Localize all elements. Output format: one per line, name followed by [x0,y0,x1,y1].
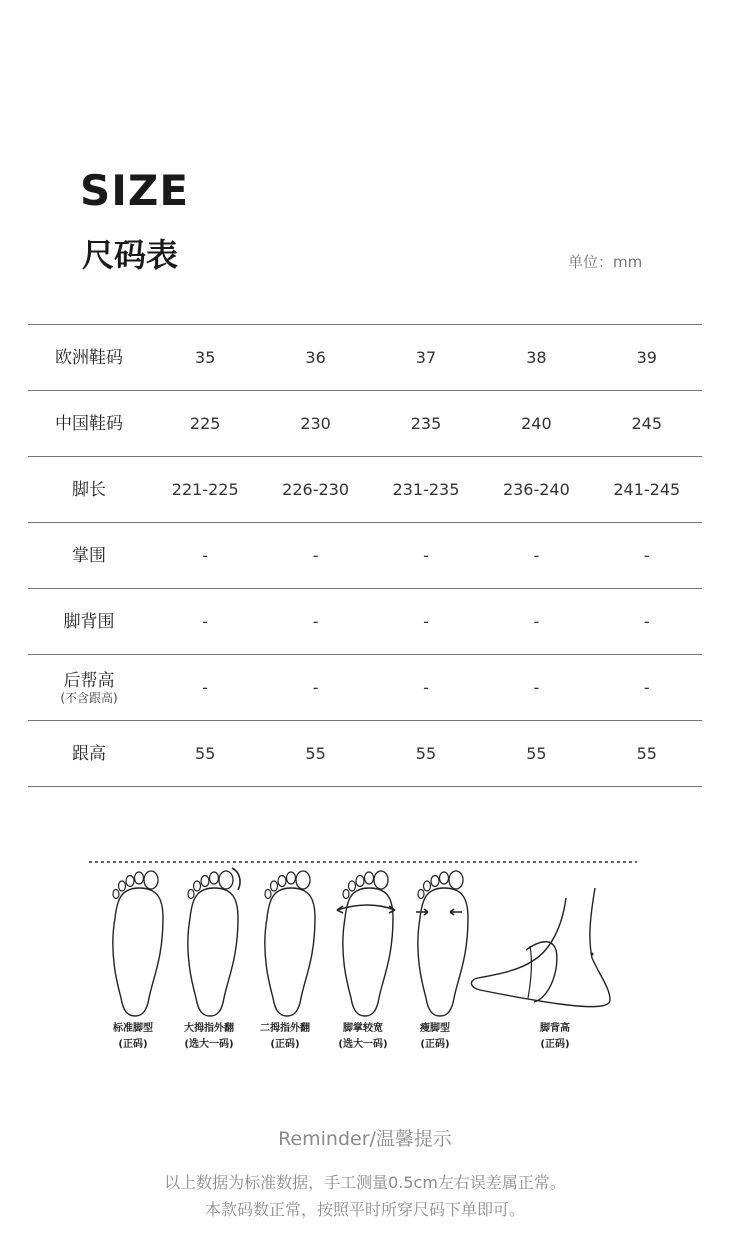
table-cell: - [150,523,260,589]
foot-type-note: (正码) [420,1039,450,1050]
table-cell: - [592,589,702,655]
reminder-line-1: 以上数据为标准数据，手工测量0.5cm左右误差属正常。 [164,1173,566,1192]
table-row [28,457,702,523]
table-cell: 245 [592,391,702,457]
table-cell: - [592,655,702,721]
table-cell: - [371,589,481,655]
table-cell: - [150,655,260,721]
table-row [28,721,702,787]
table-cell: 55 [371,721,481,787]
table-cell: - [260,523,370,589]
row-label: 后帮高 [63,671,115,691]
row-header [28,589,150,655]
table-row [28,391,702,457]
table-cell: 38 [481,325,591,391]
foot-type-name: 瘦脚型 [420,1023,450,1034]
foot-type-name: 脚掌较宽 [343,1023,383,1034]
table-cell: 39 [592,325,702,391]
second-toe-foot-icon [265,871,315,1016]
row-label: 脚长 [72,479,106,500]
foot-type-note: (正码) [270,1039,300,1050]
row-header [28,457,150,523]
standard-foot-icon [113,871,163,1016]
row-header [28,325,150,391]
foot-type-name: 大拇指外翻 [184,1023,234,1034]
row-header [28,655,150,721]
row-label: 中国鞋码 [55,413,123,434]
foot-type-illustration [85,850,645,1060]
table-cell: 55 [481,721,591,787]
row-header [28,391,150,457]
row-label: 脚背围 [63,611,115,632]
foot-type-note: (正码) [540,1039,570,1050]
table-cell: 230 [260,391,370,457]
table-row [28,523,702,589]
table-cell: - [371,523,481,589]
table-cell: - [481,655,591,721]
reminder-title: Reminder/温馨提示 [278,1128,452,1150]
table-cell: 231-235 [371,457,481,523]
size-table [28,324,702,787]
row-header [28,721,150,787]
row-label: 掌围 [72,545,106,566]
row-sublabel: (不含跟高) [60,691,118,705]
high-instep-foot-icon [471,888,610,1007]
table-cell: 225 [150,391,260,457]
table-cell: - [481,589,591,655]
wide-foot-icon [337,871,395,1016]
row-label: 跟高 [72,743,106,764]
table-cell: 55 [150,721,260,787]
reminder-line-2: 本款码数正常，按照平时所穿尺码下单即可。 [204,1200,525,1219]
table-row [28,589,702,655]
bunion-foot-icon [188,868,240,1016]
table-row [28,325,702,391]
table-cell: - [371,655,481,721]
table-cell: - [260,589,370,655]
page-title-en: SIZE [80,166,190,215]
table-cell: 240 [481,391,591,457]
row-label: 欧洲鞋码 [55,347,123,368]
table-cell: - [150,589,260,655]
table-cell: - [481,523,591,589]
foot-type-name: 脚背高 [540,1023,570,1034]
table-row [28,655,702,721]
table-cell: 36 [260,325,370,391]
table-cell: - [592,523,702,589]
foot-type-name: 标准脚型 [113,1023,153,1034]
row-header [28,523,150,589]
page-title-cn: 尺码表 [82,236,179,274]
table-cell: - [260,655,370,721]
foot-type-note: (选大一码) [184,1039,234,1050]
unit-label: 单位：mm [568,253,643,271]
foot-type-name: 二拇指外翻 [260,1023,310,1034]
foot-type-note: (选大一码) [338,1039,388,1050]
narrow-foot-icon [416,871,468,1016]
table-cell: 55 [260,721,370,787]
foot-type-note: (正码) [118,1039,148,1050]
table-cell: 35 [150,325,260,391]
table-cell: 221-225 [150,457,260,523]
table-cell: 241-245 [592,457,702,523]
table-cell: 235 [371,391,481,457]
table-cell: 236-240 [481,457,591,523]
table-cell: 55 [592,721,702,787]
table-cell: 226-230 [260,457,370,523]
table-cell: 37 [371,325,481,391]
